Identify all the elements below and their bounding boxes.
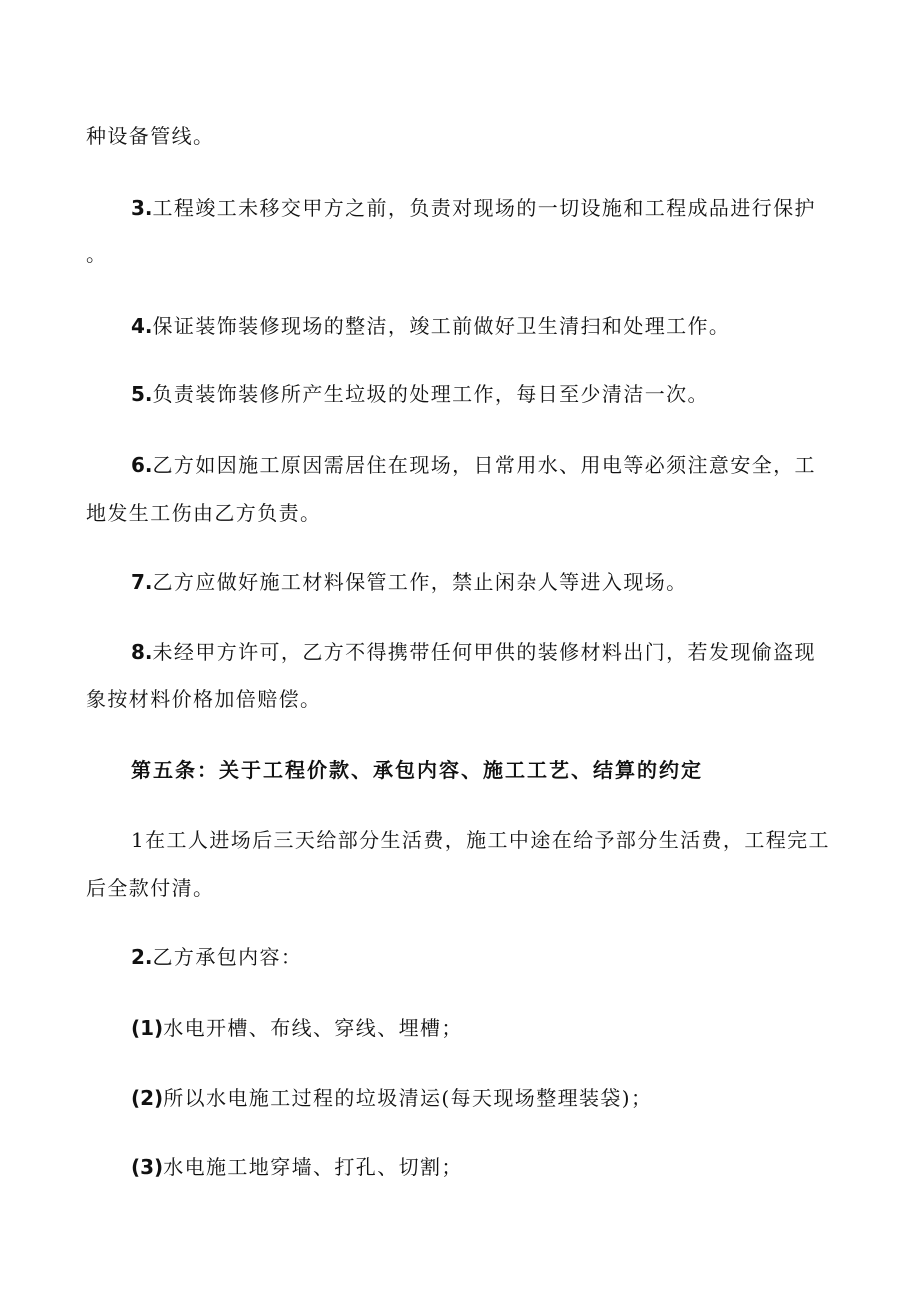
clause-number: 4. bbox=[131, 314, 153, 338]
clause-number: 6. bbox=[131, 453, 153, 477]
clause-6-line-1 bbox=[131, 453, 816, 477]
payment-clause-line-2: 后全款付清。 bbox=[86, 876, 215, 900]
clause-number: 3. bbox=[131, 196, 153, 220]
clause-7 bbox=[131, 570, 688, 594]
paragraph-continuation: 种设备管线。 bbox=[86, 124, 215, 148]
clause-8-line-2: 象按材料价格加倍赔偿。 bbox=[86, 687, 322, 711]
scope-item-2 bbox=[131, 1086, 652, 1110]
item-number: (2) bbox=[131, 1086, 164, 1110]
item-text: 水电施工地穿墙、打孔、切割； bbox=[163, 1155, 463, 1179]
clause-5 bbox=[131, 382, 709, 406]
clause-text: 保证装饰装修现场的整洁，竣工前做好卫生清扫和处理工作。 bbox=[152, 314, 731, 338]
scope-item-3 bbox=[131, 1155, 463, 1179]
clause-text: 乙方承包内容： bbox=[152, 945, 303, 969]
clause-3-line-2: 。 bbox=[86, 242, 108, 266]
clause-number: 7. bbox=[131, 570, 153, 594]
item-number: (3) bbox=[131, 1155, 164, 1179]
clause-number: 5. bbox=[131, 382, 153, 406]
clause-4 bbox=[131, 314, 730, 338]
item-number: (1) bbox=[131, 1016, 164, 1040]
clause-text: 乙方应做好施工材料保管工作，禁止闲杂人等进入现场。 bbox=[152, 570, 688, 594]
payment-clause-line-1: 1在工人进场后三天给部分生活费，施工中途在给予部分生活费，工程完工 bbox=[131, 828, 830, 852]
clause-text: 未经甲方许可，乙方不得携带任何甲供的装修材料出门，若发现偷盗现 bbox=[152, 640, 816, 664]
clause-number: 2. bbox=[131, 945, 153, 969]
clause-number: 8. bbox=[131, 640, 153, 664]
clause-3-line-1 bbox=[131, 196, 816, 220]
clause-text: 乙方如因施工原因需居住在现场，日常用水、用电等必须注意安全，工 bbox=[152, 453, 816, 477]
scope-clause bbox=[131, 945, 302, 969]
scope-item-1 bbox=[131, 1016, 463, 1040]
clause-text: 负责装饰装修所产生垃圾的处理工作，每日至少清洁一次。 bbox=[152, 382, 709, 406]
item-text: 所以水电施工过程的垃圾清运(每天现场整理装袋)； bbox=[163, 1086, 653, 1110]
section-heading: 第五条：关于工程价款、承包内容、施工工艺、结算的约定 bbox=[131, 758, 703, 782]
clause-text: 工程竣工未移交甲方之前，负责对现场的一切设施和工程成品进行保护 bbox=[152, 196, 816, 220]
clause-6-line-2: 地发生工伤由乙方负责。 bbox=[86, 501, 322, 525]
clause-8-line-1 bbox=[131, 640, 816, 664]
item-text: 水电开槽、布线、穿线、埋槽； bbox=[163, 1016, 463, 1040]
